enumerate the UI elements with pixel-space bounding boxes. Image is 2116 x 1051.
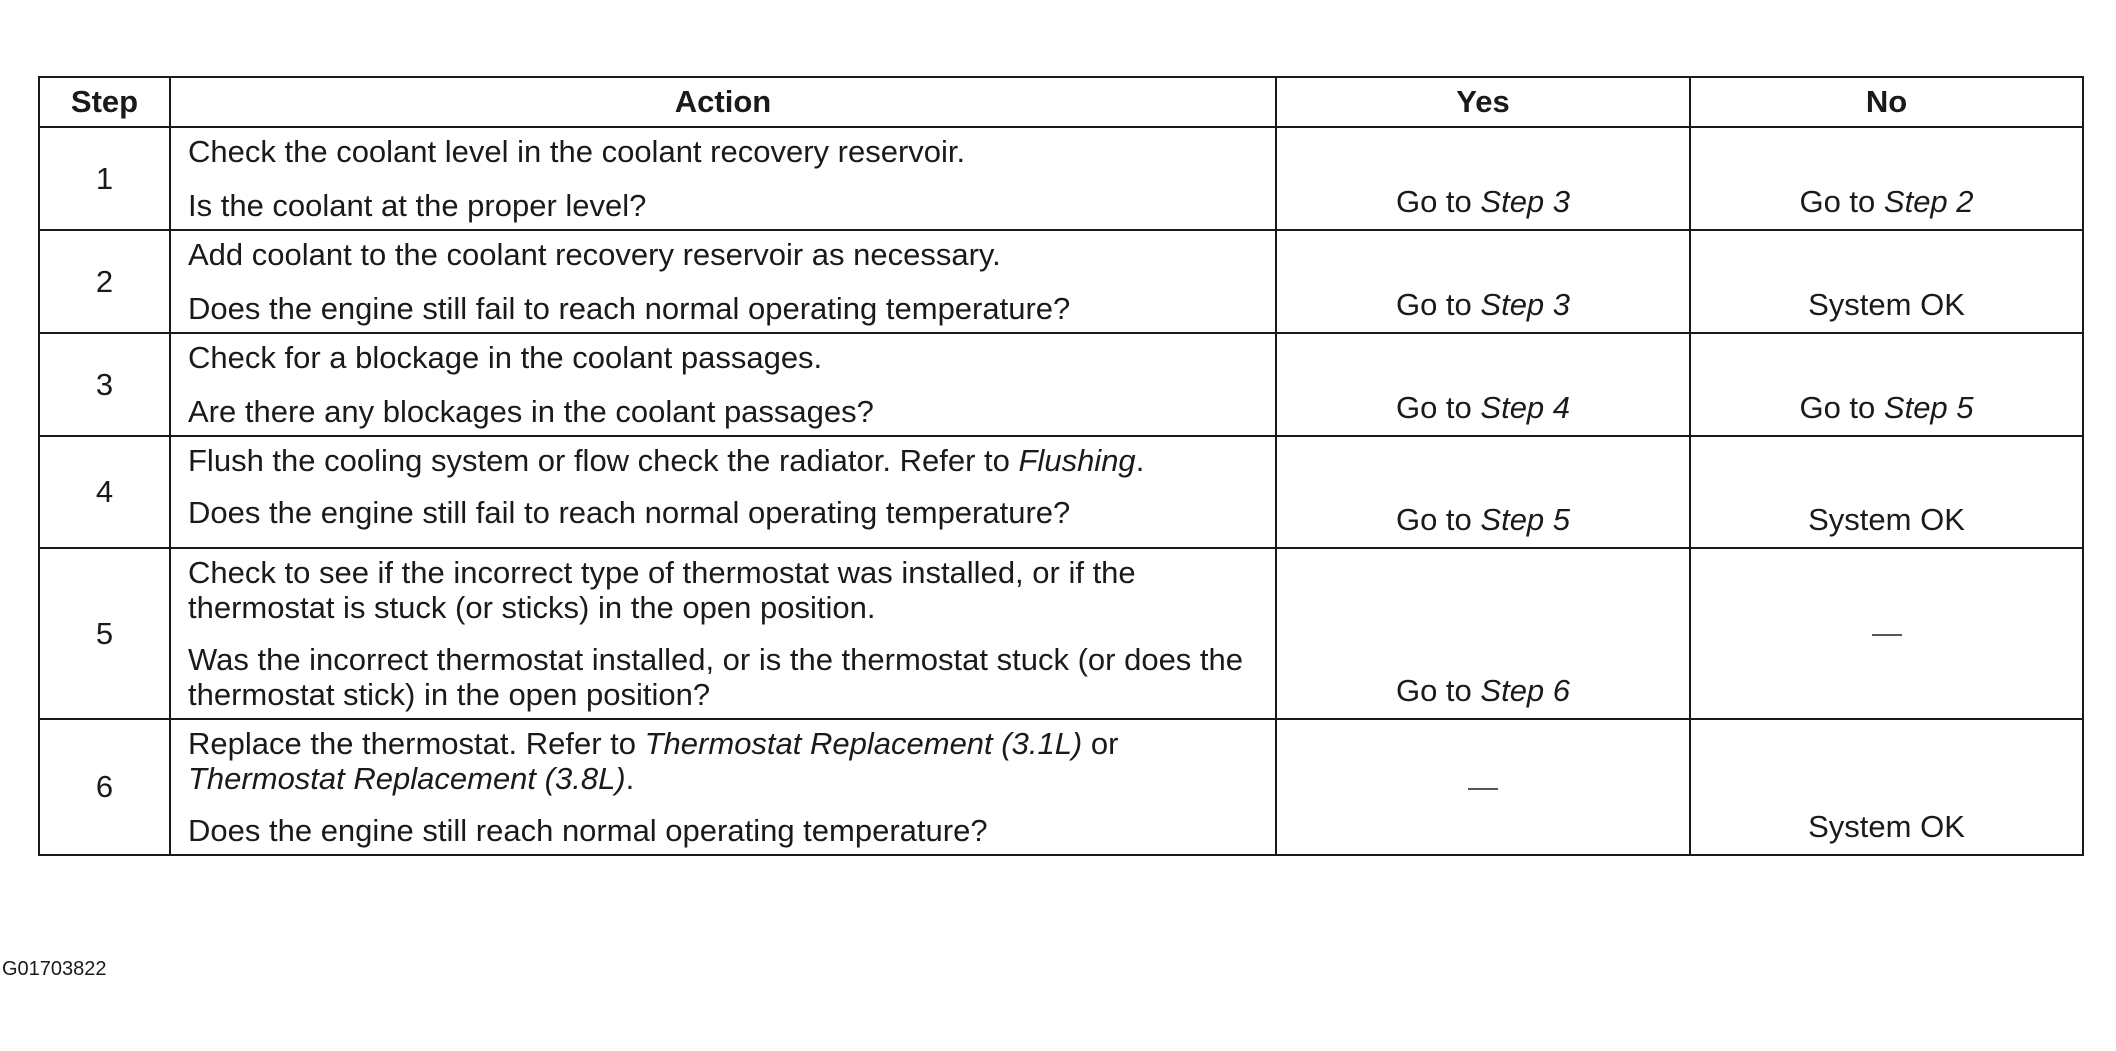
text-run: Does the engine still fail to reach normal operating temperature?	[188, 291, 1071, 326]
text-run: Check the coolant level in the coolant recovery reservoir.	[188, 134, 966, 169]
table-row	[39, 436, 2083, 548]
action-instruction	[188, 443, 1261, 478]
dash-mark	[1468, 788, 1498, 790]
text-run: .	[1135, 443, 1145, 478]
action-instruction	[188, 726, 1261, 796]
action-cell	[170, 127, 1276, 230]
text-run: Go to	[1395, 673, 1481, 708]
yes-result	[1276, 333, 1690, 436]
step-number: 6	[39, 719, 170, 855]
action-cell	[170, 230, 1276, 333]
italic-reference: Thermostat Replacement (3.8L)	[188, 761, 626, 796]
text-run: System OK	[1808, 287, 1965, 322]
no-result	[1690, 127, 2083, 230]
action-question	[188, 291, 1261, 326]
text-run: Replace the thermostat. Refer to	[188, 726, 645, 761]
italic-reference: Step 3	[1480, 184, 1571, 219]
table-row	[39, 333, 2083, 436]
text-run: Check for a blockage in the coolant passages.	[188, 340, 823, 375]
text-run: Go to	[1395, 390, 1481, 425]
no-result	[1690, 333, 2083, 436]
dash-mark	[1872, 634, 1902, 636]
header-action: Action	[170, 77, 1276, 127]
yes-result	[1276, 436, 1690, 548]
yes-result	[1276, 230, 1690, 333]
text-run: Add coolant to the coolant recovery reservoir as necessary.	[188, 237, 1001, 272]
table-row	[39, 719, 2083, 855]
no-result	[1690, 719, 2083, 855]
text-run: Does the engine still fail to reach normal operating temperature?	[188, 495, 1071, 530]
text-run: Check to see if the incorrect type of thermostat was installed, or if the thermostat is stuck (or sticks) in the open position.	[188, 555, 1136, 625]
text-run: or	[1082, 726, 1119, 761]
text-run: Was the incorrect thermostat installed, or is the thermostat stuck (or does the thermostat stick) in the open position?	[188, 642, 1244, 712]
table-row	[39, 127, 2083, 230]
action-instruction	[188, 237, 1261, 272]
text-run: Go to	[1395, 502, 1481, 537]
text-run: System OK	[1808, 502, 1965, 537]
text-run: Go to	[1395, 184, 1481, 219]
text-run: Go to	[1799, 390, 1884, 425]
text-run: .	[625, 761, 635, 796]
action-cell	[170, 719, 1276, 855]
action-instruction	[188, 555, 1261, 625]
diagnostic-table	[38, 76, 2084, 856]
text-run: Is the coolant at the proper level?	[188, 188, 647, 223]
action-question	[188, 394, 1261, 429]
text-run: Go to	[1395, 287, 1481, 322]
italic-reference: Flushing	[1018, 443, 1136, 478]
text-run: Are there any blockages in the coolant passages?	[188, 394, 874, 429]
yes-result	[1276, 719, 1690, 855]
italic-reference: Step 6	[1480, 673, 1571, 708]
yes-result	[1276, 127, 1690, 230]
yes-result	[1276, 548, 1690, 719]
no-result	[1690, 548, 2083, 719]
table-row	[39, 230, 2083, 333]
header-no: No	[1690, 77, 2083, 127]
italic-reference: Step 5	[1883, 390, 1974, 425]
no-result	[1690, 436, 2083, 548]
text-run: Flush the cooling system or flow check the radiator. Refer to	[188, 443, 1019, 478]
action-question	[188, 813, 1261, 848]
action-instruction	[188, 340, 1261, 375]
italic-reference: Step 4	[1480, 390, 1571, 425]
italic-reference: Step 3	[1480, 287, 1571, 322]
step-number: 1	[39, 127, 170, 230]
no-result	[1690, 230, 2083, 333]
table-row	[39, 548, 2083, 719]
figure-id: G01703822	[2, 958, 107, 980]
action-question	[188, 642, 1261, 712]
action-question	[188, 495, 1261, 530]
header-yes: Yes	[1276, 77, 1690, 127]
action-cell	[170, 436, 1276, 548]
action-cell	[170, 548, 1276, 719]
step-number: 2	[39, 230, 170, 333]
text-run: Go to	[1799, 184, 1884, 219]
action-cell	[170, 333, 1276, 436]
italic-reference: Step 5	[1480, 502, 1571, 537]
step-number: 5	[39, 548, 170, 719]
step-number: 4	[39, 436, 170, 548]
text-run: Does the engine still reach normal operating temperature?	[188, 813, 988, 848]
action-question	[188, 188, 1261, 223]
italic-reference: Step 2	[1883, 184, 1974, 219]
action-instruction	[188, 134, 1261, 169]
step-number: 3	[39, 333, 170, 436]
text-run: System OK	[1808, 809, 1965, 844]
header-step: Step	[39, 77, 170, 127]
table-header-row	[39, 77, 2083, 127]
italic-reference: Thermostat Replacement (3.1L)	[644, 726, 1083, 761]
